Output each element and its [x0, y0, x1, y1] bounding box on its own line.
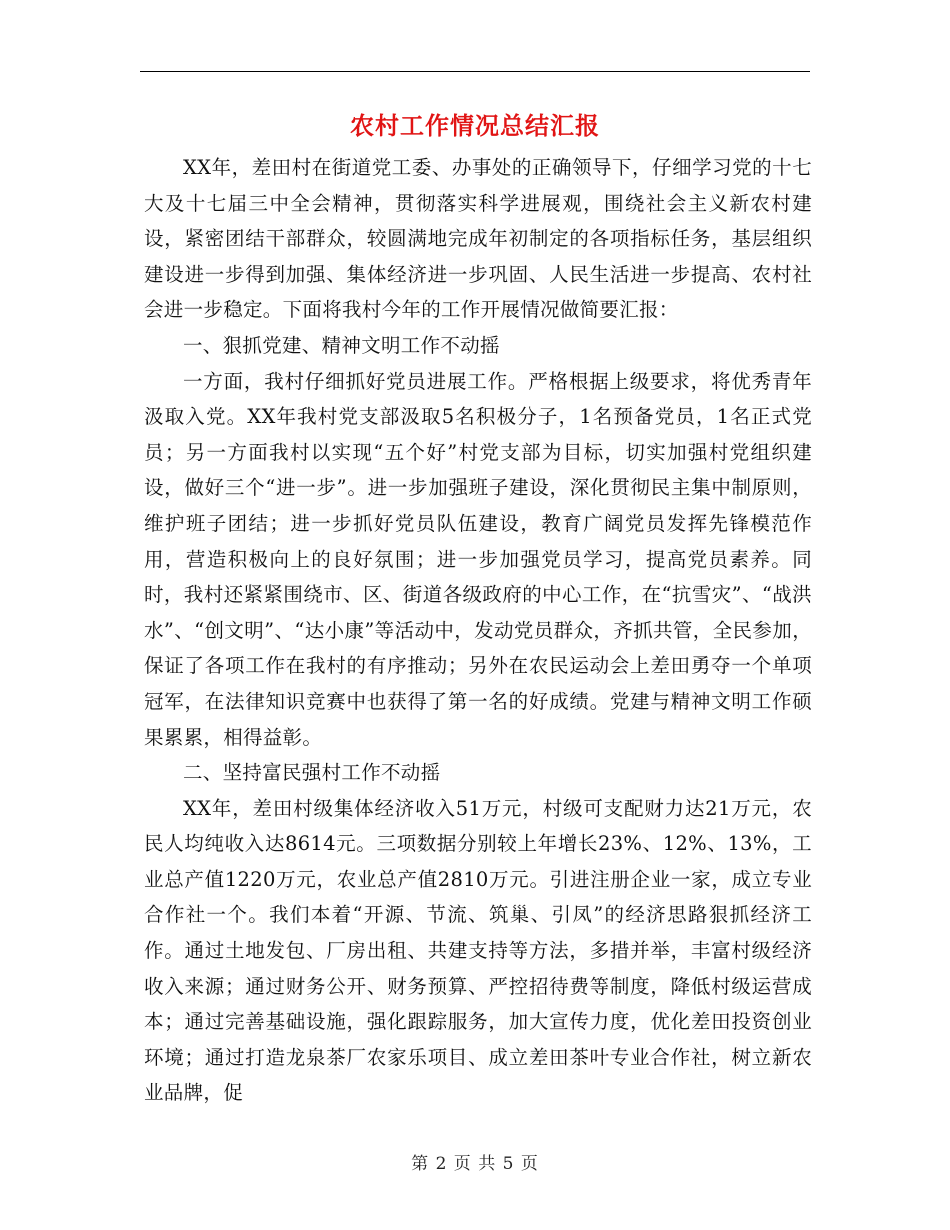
header-rule: [140, 71, 810, 72]
document-title: 农村工作情况总结汇报: [350, 111, 600, 140]
paragraph-party-building: 一方面，我村仔细抓好党员进展工作。严格根据上级要求，将优秀青年汲取入党。XX年我村党支部汲取5名积极分子，1名预备党员，1名正式党员；另一方面我村以实现“五个好”村党支部为目标，切实加强村党组织建设，做好三个“进一步”。进一步加强班子建设，深化贯彻民主集中制原则，维护班子团结；进一步抓好党员队伍建设，教育广阔党员发挥先锋模范作用，营造积极向上的良好氛围；进一步加强党员学习，提高党员素养。同时，我村还紧紧围绕市、区、街道各级政府的中心工作，在“抗雪灾”、“战洪水”、“创文明”、“达小康”等活动中，发动党员群众，齐抓共管，全民参加，保证了各项工作在我村的有序推动；另外在农民运动会上差田勇夺一个单项冠军，在法律知识竞赛中也获得了第一名的好成绩。党建与精神文明工作硕果累累，相得益彰。: [144, 369, 812, 749]
section-heading-1: 一、狠抓党建、精神文明工作不动摇: [183, 333, 500, 357]
page-number: 第 2 页 共 5 页: [411, 1154, 539, 1174]
paragraph-intro: XX年，差田村在街道党工委、办事处的正确领导下，仔细学习党的十七大及十七届三中全会精神，贯彻落实科学进展观，围绕社会主义新农村建设，紧密团结干部群众，较圆满地完成年初制定的各项指标任务，基层组织建设进一步得到加强、集体经济进一步巩固、人民生活进一步提高、农村社会进一步稳定。下面将我村今年的工作开展情况做简要汇报：: [144, 156, 812, 322]
document-body: [144, 150, 812, 1111]
section-heading-2: 二、坚持富民强村工作不动摇: [183, 761, 441, 785]
paragraph-economy: XX年，差田村级集体经济收入51万元，村级可支配财力达21万元，农民人均纯收入达8614元。三项数据分别较上年增长23%、12%、13%，工业总产值1220万元，农业总产值2810万元。引进注册企业一家，成立专业合作社一个。我们本着“开源、节流、筑巢、引凤”的经济思路狠抓经济工作。通过土地发包、厂房出租、共建支持等方法，多措并举，丰富村级经济收入来源；通过财务公开、财务预算、严控招待费等制度，降低村级运营成本；通过完善基础设施，强化跟踪服务，加大宣传力度，优化差田投资创业环境；通过打造龙泉茶厂农家乐项目、成立差田茶叶专业合作社，树立新农业品牌，促: [144, 796, 812, 1105]
